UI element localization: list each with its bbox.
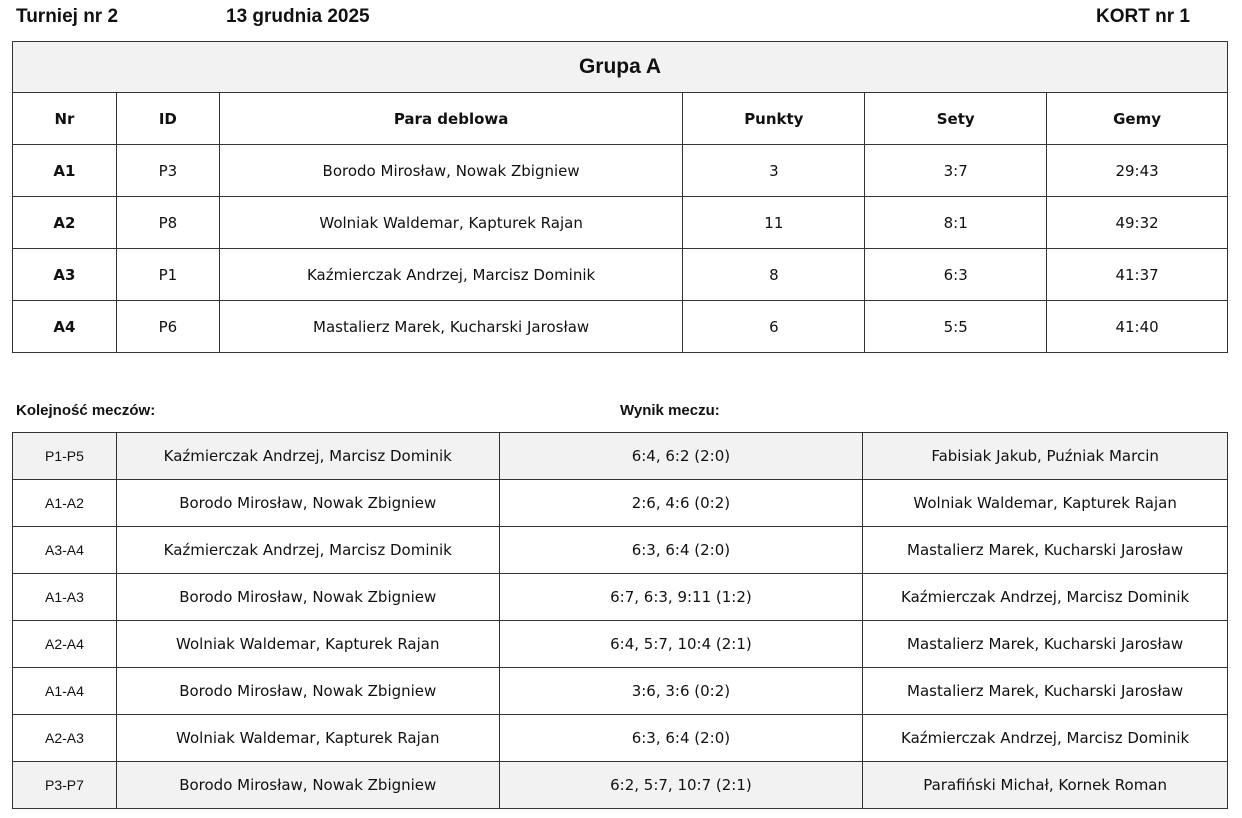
match-code: A2-A3 <box>13 715 117 762</box>
match-pair-2: Fabisiak Jakub, Puźniak Marcin <box>863 433 1228 480</box>
match-result: 3:6, 3:6 (0:2) <box>499 668 863 715</box>
table-row <box>13 197 1228 249</box>
group-nr: A4 <box>13 301 117 353</box>
table-row <box>13 527 1228 574</box>
match-result: 6:3, 6:4 (2:0) <box>499 715 863 762</box>
table-row <box>13 433 1228 480</box>
match-code: A1-A3 <box>13 574 117 621</box>
match-pair-1: Kaźmierczak Andrzej, Marcisz Dominik <box>116 433 499 480</box>
match-code: A2-A4 <box>13 621 117 668</box>
column-header-sets: Sety <box>865 93 1047 145</box>
group-pair: Wolniak Waldemar, Kapturek Rajan <box>219 197 683 249</box>
group-pair: Kaźmierczak Andrzej, Marcisz Dominik <box>219 249 683 301</box>
group-sets: 8:1 <box>865 197 1047 249</box>
table-row <box>13 249 1228 301</box>
match-result: 6:2, 5:7, 10:7 (2:1) <box>499 762 863 809</box>
group-points: 8 <box>683 249 865 301</box>
table-row <box>13 668 1228 715</box>
column-header-id: ID <box>116 93 219 145</box>
group-sets: 5:5 <box>865 301 1047 353</box>
group-nr: A2 <box>13 197 117 249</box>
match-code: A3-A4 <box>13 527 117 574</box>
match-pair-2: Mastalierz Marek, Kucharski Jarosław <box>863 668 1228 715</box>
group-games: 49:32 <box>1047 197 1228 249</box>
column-header-pair: Para deblowa <box>219 93 683 145</box>
group-points: 6 <box>683 301 865 353</box>
column-header-points: Punkty <box>683 93 865 145</box>
match-pair-1: Wolniak Waldemar, Kapturek Rajan <box>116 715 499 762</box>
match-pair-2: Kaźmierczak Andrzej, Marcisz Dominik <box>863 715 1228 762</box>
table-row <box>13 480 1228 527</box>
table-row <box>13 574 1228 621</box>
match-pair-2: Wolniak Waldemar, Kapturek Rajan <box>863 480 1228 527</box>
group-id: P8 <box>116 197 219 249</box>
match-pair-2: Mastalierz Marek, Kucharski Jarosław <box>863 527 1228 574</box>
table-row <box>13 145 1228 197</box>
tournament-date: 13 grudnia 2025 <box>226 6 370 27</box>
match-result: 6:4, 6:2 (2:0) <box>499 433 863 480</box>
match-result: 2:6, 4:6 (0:2) <box>499 480 863 527</box>
group-nr: A3 <box>13 249 117 301</box>
group-points: 11 <box>683 197 865 249</box>
group-sets: 3:7 <box>865 145 1047 197</box>
group-games: 41:40 <box>1047 301 1228 353</box>
match-pair-1: Wolniak Waldemar, Kapturek Rajan <box>116 621 499 668</box>
match-code: P3-P7 <box>13 762 117 809</box>
match-order-label: Kolejność meczów: <box>16 402 156 419</box>
match-result-label: Wynik meczu: <box>620 402 720 419</box>
match-pair-2: Parafiński Michał, Kornek Roman <box>863 762 1228 809</box>
match-pair-2: Kaźmierczak Andrzej, Marcisz Dominik <box>863 574 1228 621</box>
group-column-headers <box>13 93 1228 145</box>
match-pair-1: Borodo Mirosław, Nowak Zbigniew <box>116 762 499 809</box>
column-header-nr: Nr <box>13 93 117 145</box>
column-header-games: Gemy <box>1047 93 1228 145</box>
group-games: 41:37 <box>1047 249 1228 301</box>
group-standings-table <box>12 41 1228 353</box>
group-id: P3 <box>116 145 219 197</box>
group-title: Grupa A <box>13 42 1228 93</box>
match-pair-1: Borodo Mirosław, Nowak Zbigniew <box>116 574 499 621</box>
table-row <box>13 621 1228 668</box>
group-pair: Mastalierz Marek, Kucharski Jarosław <box>219 301 683 353</box>
match-pair-2: Mastalierz Marek, Kucharski Jarosław <box>863 621 1228 668</box>
match-schedule-table <box>12 432 1228 809</box>
match-pair-1: Borodo Mirosław, Nowak Zbigniew <box>116 668 499 715</box>
group-id: P1 <box>116 249 219 301</box>
group-id: P6 <box>116 301 219 353</box>
table-row <box>13 715 1228 762</box>
tournament-number: Turniej nr 2 <box>16 6 119 27</box>
group-sets: 6:3 <box>865 249 1047 301</box>
match-pair-1: Kaźmierczak Andrzej, Marcisz Dominik <box>116 527 499 574</box>
match-result: 6:7, 6:3, 9:11 (1:2) <box>499 574 863 621</box>
group-games: 29:43 <box>1047 145 1228 197</box>
match-code: A1-A2 <box>13 480 117 527</box>
table-row <box>13 301 1228 353</box>
group-pair: Borodo Mirosław, Nowak Zbigniew <box>219 145 683 197</box>
table-row <box>13 762 1228 809</box>
match-code: P1-P5 <box>13 433 117 480</box>
match-result: 6:4, 5:7, 10:4 (2:1) <box>499 621 863 668</box>
match-code: A1-A4 <box>13 668 117 715</box>
group-points: 3 <box>683 145 865 197</box>
match-result: 6:3, 6:4 (2:0) <box>499 527 863 574</box>
group-nr: A1 <box>13 145 117 197</box>
match-pair-1: Borodo Mirosław, Nowak Zbigniew <box>116 480 499 527</box>
court-number: KORT nr 1 <box>1096 6 1190 27</box>
